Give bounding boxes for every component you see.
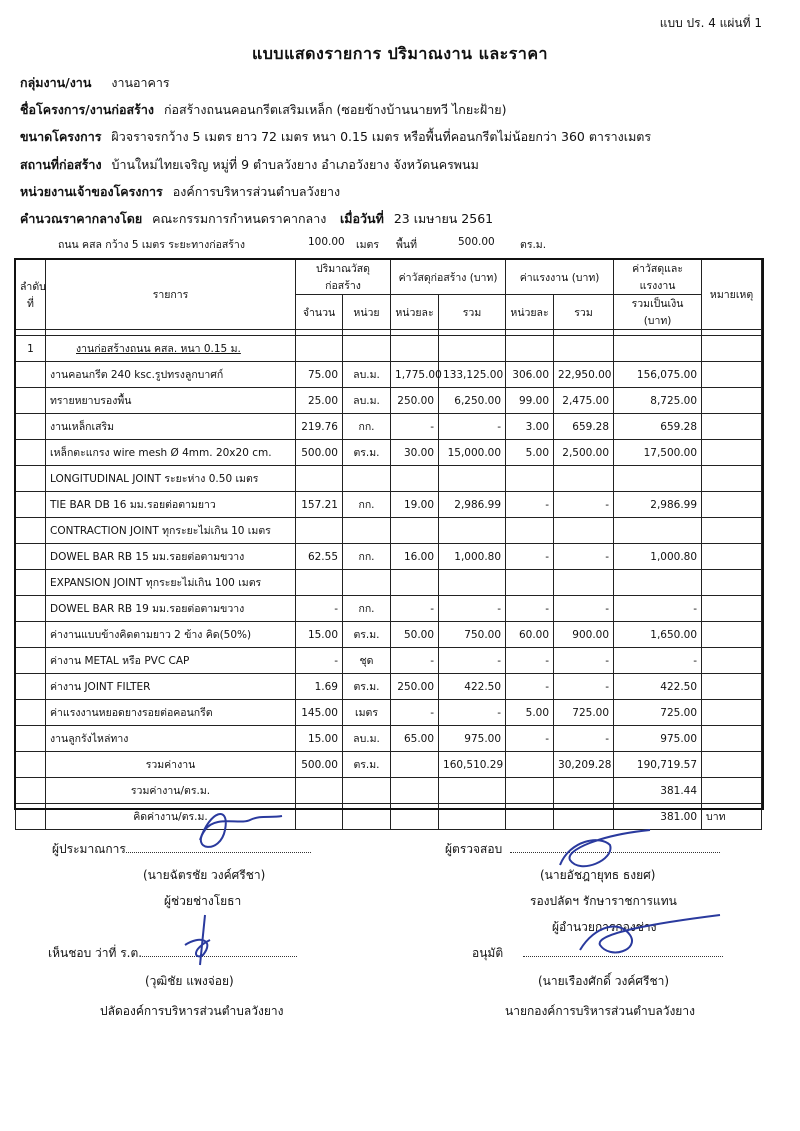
table-row bbox=[16, 362, 762, 388]
item-unit: กก. bbox=[343, 414, 391, 440]
estimator-line bbox=[20, 209, 326, 229]
item-unit bbox=[343, 570, 391, 596]
col-remark-header: หมายเหตุ bbox=[702, 260, 762, 330]
row-number bbox=[16, 414, 46, 440]
labor-total: - bbox=[554, 726, 614, 752]
approve2-name: (นายเรืองศักดิ์ วงค์ศรีชา) bbox=[538, 974, 670, 988]
item-name: ค่างาน METAL หรือ PVC CAP bbox=[46, 648, 296, 674]
approve1-label: เห็นชอบ ว่าที่ ร.ต. bbox=[48, 946, 143, 960]
estimator-title: ผู้ช่วยช่างโยธา bbox=[164, 894, 242, 908]
checker-title-2: ผู้อำนวยการกองช่าง bbox=[552, 920, 657, 934]
row-number bbox=[16, 596, 46, 622]
item-remark bbox=[702, 518, 762, 544]
boq-table bbox=[15, 259, 762, 830]
col-unit-header: หน่วย bbox=[343, 295, 391, 330]
labor-unit-price: - bbox=[506, 544, 554, 570]
labor-total: - bbox=[554, 492, 614, 518]
date-value: 23 เมษายน 2561 bbox=[393, 211, 494, 226]
col-sum-header: รวมเป็นเงิน (บาท) bbox=[614, 295, 702, 330]
row-number bbox=[16, 466, 46, 492]
item-name: DOWEL BAR RB 19 มม.รอยต่อตามขวาง bbox=[46, 596, 296, 622]
item-qty bbox=[296, 518, 343, 544]
material-total bbox=[439, 570, 506, 596]
col-mat-group-header: ค่าวัสดุก่อสร้าง (บาท) bbox=[391, 260, 506, 295]
material-unit-price bbox=[391, 518, 439, 544]
item-sum: 975.00 bbox=[614, 726, 702, 752]
header-row-1 bbox=[16, 260, 762, 295]
table-row bbox=[16, 674, 762, 700]
item-unit: ตร.ม. bbox=[343, 440, 391, 466]
project-label: ชื่อโครงการ/งานก่อสร้าง bbox=[20, 102, 154, 117]
item-sum bbox=[614, 466, 702, 492]
labor-unit-price bbox=[506, 518, 554, 544]
item-unit: ตร.ม. bbox=[343, 622, 391, 648]
row-number bbox=[16, 362, 46, 388]
item-sum: - bbox=[614, 648, 702, 674]
estimator-label: ผู้ประมาณการ bbox=[52, 842, 126, 856]
material-total: 6,250.00 bbox=[439, 388, 506, 414]
labor-unit-price: 5.00 bbox=[506, 440, 554, 466]
row-number bbox=[16, 544, 46, 570]
checker-title-1: รองปลัดฯ รักษาราชการแทน bbox=[530, 894, 677, 908]
table-row bbox=[16, 570, 762, 596]
col-lab-total-header: รวม bbox=[554, 295, 614, 330]
labor-total bbox=[554, 570, 614, 596]
item-sum bbox=[614, 518, 702, 544]
row-number bbox=[16, 388, 46, 414]
item-unit: ตร.ม. bbox=[343, 674, 391, 700]
item-name: งานเหล็กเสริม bbox=[46, 414, 296, 440]
material-total: 975.00 bbox=[439, 726, 506, 752]
approve2-signature bbox=[560, 905, 730, 975]
date-label: เมื่อวันที่ bbox=[340, 211, 384, 226]
table-row bbox=[16, 622, 762, 648]
size-value: ผิวจราจรกว้าง 5 เมตร ยาว 72 เมตร หนา 0.15 เมตร หรือพื้นที่คอนกรีตไม่น้อยกว่า 360 ตารางเมตร bbox=[111, 129, 652, 144]
material-unit-price: - bbox=[391, 596, 439, 622]
item-qty: 15.00 bbox=[296, 622, 343, 648]
item-unit: ลบ.ม. bbox=[343, 388, 391, 414]
item-name: งานคอนกรีต 240 ksc.รูปทรงลูกบาศก์ bbox=[46, 362, 296, 388]
total-row bbox=[16, 752, 762, 778]
area-value: 500.00 bbox=[458, 236, 495, 248]
material-unit-price: 250.00 bbox=[391, 674, 439, 700]
charged-remark: บาท bbox=[702, 804, 762, 830]
total-unit: ตร.ม. bbox=[343, 752, 391, 778]
item-remark bbox=[702, 492, 762, 518]
item-unit: กก. bbox=[343, 492, 391, 518]
item-qty: 1.69 bbox=[296, 674, 343, 700]
approve2-label: อนุมัติ bbox=[472, 946, 504, 960]
item-sum: 17,500.00 bbox=[614, 440, 702, 466]
table-row bbox=[16, 648, 762, 674]
row-number bbox=[16, 648, 46, 674]
table-row bbox=[16, 388, 762, 414]
total-labor: 30,209.28 bbox=[554, 752, 614, 778]
labor-total: - bbox=[554, 674, 614, 700]
material-total: 422.50 bbox=[439, 674, 506, 700]
item-qty: 219.76 bbox=[296, 414, 343, 440]
row-number bbox=[16, 674, 46, 700]
owner-line bbox=[20, 182, 340, 202]
labor-total: 659.28 bbox=[554, 414, 614, 440]
item-remark bbox=[702, 388, 762, 414]
material-unit-price: - bbox=[391, 700, 439, 726]
item-qty: 75.00 bbox=[296, 362, 343, 388]
table-row bbox=[16, 492, 762, 518]
col-lab-group-header: ค่าแรงงาน (บาท) bbox=[506, 260, 614, 295]
approve2-title: นายกองค์การบริหารส่วนตำบลวังยาง bbox=[505, 1004, 695, 1018]
checker-label: ผู้ตรวจสอบ bbox=[445, 842, 503, 856]
material-unit-price: 19.00 bbox=[391, 492, 439, 518]
row-number bbox=[16, 726, 46, 752]
area-label: พื้นที่ bbox=[396, 239, 418, 251]
project-value: ก่อสร้างถนนคอนกรีตเสริมเหล็ก (ซอยข้างบ้านนายทวี ไกยะฝ้าย) bbox=[163, 102, 507, 117]
labor-total bbox=[554, 518, 614, 544]
owner-value: องค์การบริหารส่วนตำบลวังยาง bbox=[172, 184, 341, 199]
item-name: EXPANSION JOINT ทุกระยะไม่เกิน 100 เมตร bbox=[46, 570, 296, 596]
item-name: ทรายหยาบรองพื้น bbox=[46, 388, 296, 414]
col-mat-unit-header: หน่วยละ bbox=[391, 295, 439, 330]
table-row bbox=[16, 440, 762, 466]
table-row bbox=[16, 414, 762, 440]
item-remark bbox=[702, 570, 762, 596]
material-unit-price bbox=[391, 466, 439, 492]
labor-total: - bbox=[554, 648, 614, 674]
owner-label: หน่วยงานเจ้าของโครงการ bbox=[20, 184, 163, 199]
item-name: TIE BAR DB 16 มม.รอยต่อตามยาว bbox=[46, 492, 296, 518]
labor-unit-price: - bbox=[506, 726, 554, 752]
table-row bbox=[16, 700, 762, 726]
table-row bbox=[16, 518, 762, 544]
item-name: CONTRACTION JOINT ทุกระยะไม่เกิน 10 เมตร bbox=[46, 518, 296, 544]
item-name: LONGITUDINAL JOINT ระยะห่าง 0.50 เมตร bbox=[46, 466, 296, 492]
item-name: ค่างานแบบข้างคิดตามยาว 2 ข้าง คิด(50%) bbox=[46, 622, 296, 648]
col-qty-group-header: ปริมาณวัสดุก่อสร้าง bbox=[296, 260, 391, 295]
size-line bbox=[20, 127, 651, 147]
total-label: รวมค่างาน bbox=[46, 752, 296, 778]
item-qty: 500.00 bbox=[296, 440, 343, 466]
row-number bbox=[16, 622, 46, 648]
labor-unit-price: - bbox=[506, 648, 554, 674]
group-label: กลุ่มงาน/งาน bbox=[20, 75, 92, 90]
item-sum: 1,000.80 bbox=[614, 544, 702, 570]
location-label: สถานที่ก่อสร้าง bbox=[20, 157, 102, 172]
item-name: DOWEL BAR RB 15 มม.รอยต่อตามขวาง bbox=[46, 544, 296, 570]
item-remark bbox=[702, 466, 762, 492]
item-name: ค่างาน JOINT FILTER bbox=[46, 674, 296, 700]
material-total: 2,986.99 bbox=[439, 492, 506, 518]
labor-total: - bbox=[554, 596, 614, 622]
row-number bbox=[16, 700, 46, 726]
per-sqm-label: รวมค่างาน/ตร.ม. bbox=[46, 778, 296, 804]
labor-unit-price: 306.00 bbox=[506, 362, 554, 388]
section-number: 1 bbox=[16, 336, 46, 362]
col-lab-unit-header: หน่วยละ bbox=[506, 295, 554, 330]
col-no-header: ลำดับที่ bbox=[16, 260, 46, 330]
item-remark bbox=[702, 700, 762, 726]
item-qty bbox=[296, 570, 343, 596]
estimator-signature bbox=[170, 800, 290, 860]
material-unit-price: 50.00 bbox=[391, 622, 439, 648]
item-unit: กก. bbox=[343, 596, 391, 622]
item-sum: 659.28 bbox=[614, 414, 702, 440]
labor-unit-price: - bbox=[506, 674, 554, 700]
item-unit: ลบ.ม. bbox=[343, 726, 391, 752]
item-remark bbox=[702, 674, 762, 700]
item-name: เหล็กตะแกรง wire mesh Ø 4mm. 20x20 cm. bbox=[46, 440, 296, 466]
table-row bbox=[16, 596, 762, 622]
item-qty bbox=[296, 466, 343, 492]
item-sum: 1,650.00 bbox=[614, 622, 702, 648]
labor-total: - bbox=[554, 544, 614, 570]
document-title: แบบแสดงรายการ ปริมาณงาน และราคา bbox=[251, 44, 549, 63]
col-qty-header: จำนวน bbox=[296, 295, 343, 330]
material-total: 15,000.00 bbox=[439, 440, 506, 466]
road-length: 100.00 bbox=[308, 236, 345, 248]
labor-total: 725.00 bbox=[554, 700, 614, 726]
size-label: ขนาดโครงการ bbox=[20, 129, 102, 144]
labor-total: 2,500.00 bbox=[554, 440, 614, 466]
road-length-unit: เมตร bbox=[356, 239, 379, 251]
material-total: 133,125.00 bbox=[439, 362, 506, 388]
item-qty: - bbox=[296, 648, 343, 674]
item-unit: เมตร bbox=[343, 700, 391, 726]
labor-unit-price: - bbox=[506, 596, 554, 622]
material-total bbox=[439, 466, 506, 492]
row-number bbox=[16, 518, 46, 544]
item-remark bbox=[702, 622, 762, 648]
item-qty: 15.00 bbox=[296, 726, 343, 752]
table-row bbox=[16, 544, 762, 570]
labor-unit-price: 99.00 bbox=[506, 388, 554, 414]
location-value: บ้านใหม่ไทยเจริญ หมู่ที่ 9 ตำบลวังยาง อำเภอวังยาง จังหวัดนครพนม bbox=[111, 157, 479, 172]
form-number: แบบ ปร. 4 แผ่นที่ 1 bbox=[659, 16, 762, 30]
estimator-value: คณะกรรมการกำหนดราคากลาง bbox=[152, 211, 327, 226]
item-sum: 2,986.99 bbox=[614, 492, 702, 518]
checker-signature bbox=[540, 825, 670, 885]
item-unit bbox=[343, 466, 391, 492]
material-total bbox=[439, 518, 506, 544]
labor-unit-price: 5.00 bbox=[506, 700, 554, 726]
item-remark bbox=[702, 414, 762, 440]
project-line bbox=[20, 100, 506, 120]
item-qty: 25.00 bbox=[296, 388, 343, 414]
material-total: 1,000.80 bbox=[439, 544, 506, 570]
col-item-header: รายการ bbox=[46, 260, 296, 330]
item-remark bbox=[702, 544, 762, 570]
approve1-title: ปลัดองค์การบริหารส่วนตำบลวังยาง bbox=[100, 1004, 284, 1018]
item-sum: 156,075.00 bbox=[614, 362, 702, 388]
material-unit-price: 16.00 bbox=[391, 544, 439, 570]
item-qty: 157.21 bbox=[296, 492, 343, 518]
item-sum: 725.00 bbox=[614, 700, 702, 726]
total-qty: 500.00 bbox=[296, 752, 343, 778]
location-line bbox=[20, 155, 479, 175]
table-row bbox=[16, 726, 762, 752]
labor-unit-price bbox=[506, 570, 554, 596]
material-total: - bbox=[439, 596, 506, 622]
labor-total: 22,950.00 bbox=[554, 362, 614, 388]
per-sqm-row bbox=[16, 778, 762, 804]
material-unit-price: 250.00 bbox=[391, 388, 439, 414]
road-desc: ถนน คสล กว้าง 5 เมตร ระยะทางก่อสร้าง bbox=[58, 239, 245, 251]
item-unit: ชุด bbox=[343, 648, 391, 674]
material-total: - bbox=[439, 700, 506, 726]
item-name: งานลูกรังไหล่ทาง bbox=[46, 726, 296, 752]
row-number bbox=[16, 492, 46, 518]
item-remark bbox=[702, 648, 762, 674]
item-qty: 62.55 bbox=[296, 544, 343, 570]
total-material: 160,510.29 bbox=[439, 752, 506, 778]
charged-sum: 381.00 bbox=[614, 804, 702, 830]
material-unit-price: 30.00 bbox=[391, 440, 439, 466]
estimator-name: (นายฉัตรชัย วงค์ศรีชา) bbox=[143, 868, 266, 882]
total-sum: 190,719.57 bbox=[614, 752, 702, 778]
labor-total bbox=[554, 466, 614, 492]
material-total: - bbox=[439, 648, 506, 674]
checker-name: (นายอัชฎายุทธ ธงยศ) bbox=[540, 868, 656, 882]
labor-unit-price: 60.00 bbox=[506, 622, 554, 648]
group-value: งานอาคาร bbox=[111, 75, 170, 90]
approve1-name: (วุฒิชัย แพงจ่อย) bbox=[145, 974, 234, 988]
col-mat-total-header: รวม bbox=[439, 295, 506, 330]
row-number bbox=[16, 570, 46, 596]
col-sum-group-header: ค่าวัสดุและแรงงาน bbox=[614, 260, 702, 295]
item-sum: 422.50 bbox=[614, 674, 702, 700]
item-qty: 145.00 bbox=[296, 700, 343, 726]
material-unit-price: - bbox=[391, 414, 439, 440]
item-sum bbox=[614, 570, 702, 596]
date-line bbox=[340, 209, 493, 229]
section-row bbox=[16, 336, 762, 362]
labor-unit-price bbox=[506, 466, 554, 492]
item-remark bbox=[702, 362, 762, 388]
group-line bbox=[20, 73, 170, 93]
material-unit-price bbox=[391, 570, 439, 596]
item-remark bbox=[702, 440, 762, 466]
item-sum: - bbox=[614, 596, 702, 622]
item-qty: - bbox=[296, 596, 343, 622]
per-sqm-sum: 381.44 bbox=[614, 778, 702, 804]
material-unit-price: 65.00 bbox=[391, 726, 439, 752]
item-remark bbox=[702, 596, 762, 622]
material-total: 750.00 bbox=[439, 622, 506, 648]
item-unit: ลบ.ม. bbox=[343, 362, 391, 388]
section-title: งานก่อสร้างถนน คสล. หนา 0.15 ม. bbox=[46, 336, 296, 362]
approve1-signature bbox=[175, 910, 235, 970]
material-unit-price: - bbox=[391, 648, 439, 674]
labor-total: 900.00 bbox=[554, 622, 614, 648]
approve1-sign-line bbox=[48, 944, 297, 963]
material-total: - bbox=[439, 414, 506, 440]
labor-unit-price: - bbox=[506, 492, 554, 518]
item-name: ค่าแรงงานหยอดยางรอยต่อคอนกรีต bbox=[46, 700, 296, 726]
table-row bbox=[16, 466, 762, 492]
item-unit: กก. bbox=[343, 544, 391, 570]
item-unit bbox=[343, 518, 391, 544]
labor-total: 2,475.00 bbox=[554, 388, 614, 414]
item-remark bbox=[702, 726, 762, 752]
estimator-label: คำนวณราคากลางโดย bbox=[20, 211, 143, 226]
material-unit-price: 1,775.00 bbox=[391, 362, 439, 388]
row-number bbox=[16, 440, 46, 466]
item-sum: 8,725.00 bbox=[614, 388, 702, 414]
area-unit: ตร.ม. bbox=[520, 239, 547, 251]
charged-label: คิดค่างาน/ตร.ม. bbox=[46, 804, 296, 830]
labor-unit-price: 3.00 bbox=[506, 414, 554, 440]
